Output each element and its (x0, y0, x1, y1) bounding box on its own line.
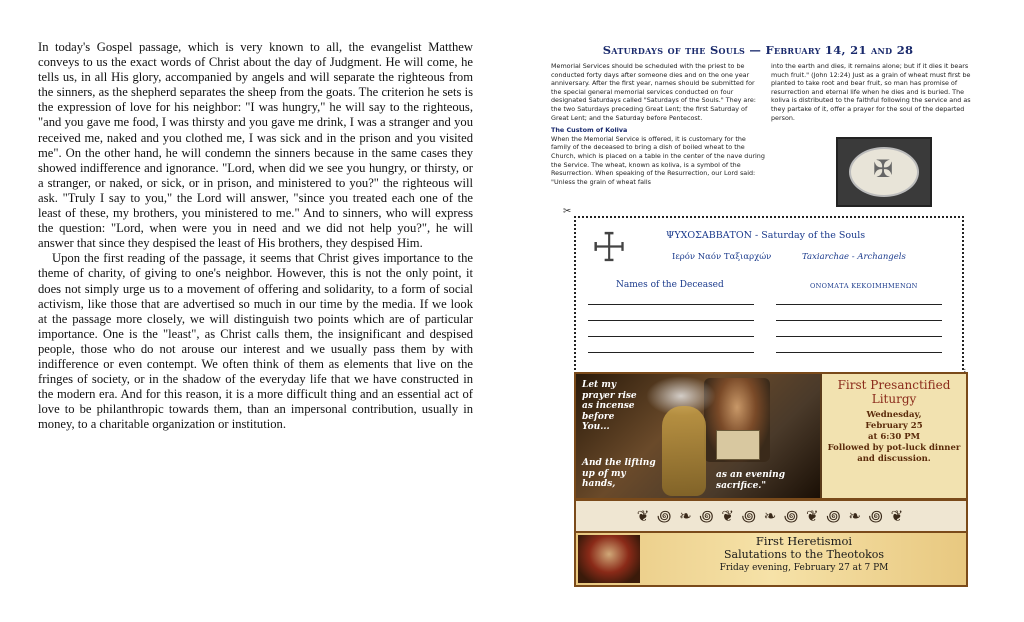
heretismoi-subtitle: Salutations to the Theotokos (723, 548, 885, 561)
koliva-text: When the Memorial Service is offered, it is customary for the family of the deceased to bring a dish of boiled wheat to the Church, which is placed on a table in the center of the nave during the Service. The wheat, known as koliva, is a symbol of the Resurrection. When speaking of the Resurrection, our Lord said: "Unless the grain of wheat falls (551, 134, 765, 186)
names-heading-greek: ΟΝΟΜΑΤΑ ΚΕΚΟΙΜΗΜΕΝΩΝ (810, 282, 918, 290)
decorative-border: ❦ ꩜ ❧ ꩜ ❦ ꩜ ❧ ꩜ ❦ ꩜ ❧ ꩜ ❦ (574, 499, 968, 533)
souls-column-left (551, 62, 766, 186)
paragraph-2: Upon the first reading of the passage, it seems that Christ gives importance to the theme of charity, of giving to one's neighbor. However, this is not the only point, it does not simply urge us to a movement of offering and solidarity, to a form of social activism, like those that are advertised so much in our time by the media. If we look at the passage more closely, we will distinguish two points which are of particular importance. One is the "least", as Christ calls them, the insignificant and despised people, those who do not arouse our interest and we usually pass them by with indifference or even contempt. We often think of them as elements that live on the fringes of society, or in the shadow of the everyday life that we have constructed in the modern era. And for this reason, it is a more difficult thing and an essential act of love to be philanthropic towards them, than an impersonal contribution, usually in money, to a charitable organization or institution. (38, 251, 473, 432)
name-line[interactable] (776, 304, 942, 305)
liturgy-time: at 6:30 PM (867, 432, 921, 442)
quote-part-1: Let my prayer rise as incense before You... (582, 380, 637, 432)
liturgy-follow: Followed by pot-luck dinner and discussion. (827, 443, 961, 464)
cross-icon: ✠ (873, 157, 894, 183)
censer-icon-photo (576, 374, 820, 498)
quote-part-2: And the lifting up of my hands, (582, 458, 656, 489)
name-line[interactable] (588, 304, 754, 305)
name-line[interactable] (776, 320, 942, 321)
temple-name-english: Taxiarchae - Archangels (802, 252, 906, 262)
temple-name-greek: Ιερόν Ναόν Ταξιαρχών (672, 252, 772, 262)
presanctified-liturgy-banner (574, 372, 968, 500)
names-heading-english: Names of the Deceased (616, 280, 724, 290)
censer-icon (662, 406, 706, 496)
koliva-heading: The Custom of Koliva (551, 126, 628, 135)
koliva-dish-image (836, 137, 932, 207)
ornate-cross-icon: ☩ (591, 225, 627, 270)
memorial-text: Memorial Services should be scheduled with the priest to be conducted forty days after someone dies and on the one year anniversary. After the first year, names should be submitted for the special general memorial services conducted on four designated Saturdays called "Saturdays of the Souls." They are: the two Saturdays preceding Great Lent; the first Saturday of Great Lent; and the Saturday before Pentecost. (551, 62, 756, 122)
theotokos-icon (578, 535, 640, 583)
liturgy-title: First Presanctified Liturgy (837, 378, 951, 406)
souls-column-right: into the earth and dies, it remains alone; but if it dies it bears much fruit." (John 12:24) Just as a grain of wheat must first be planted to take root and bear fruit, so man has promise of resurrection and eternal life when he dies and is buried. The koliva is distributed to the faithful following the service and as they partake of it, offer a prayer for the soul of the departed person. (771, 62, 971, 122)
liturgy-day: Wednesday, (866, 410, 922, 420)
heretismoi-text (646, 535, 962, 574)
name-line[interactable] (588, 352, 754, 353)
heretismoi-banner (574, 531, 968, 587)
gospel-commentary (38, 40, 473, 432)
paragraph-1: In today's Gospel passage, which is very known to all, the evangelist Matthew conveys to us the exact words of Christ about the day of Judgment. He will come, he tells us, in all His glory, accompanied by angels and will separate the righteous from the sinners, as the shepherd separates the sheep from the goats. The criterion he sets is the expression of love for his neighbor: "I was hungry," he will say to the righteous, "and you gave me food, I was thirsty and you gave me drink, I was a stranger and you received me, naked and you clothed me, I was sick and in the prison and you visited me". On the other hand, he will condemn the sinners because in the same cases they showed indifference and ignorance. "Lord, when did we see you hungry, or thirsty, or a stranger, or naked, or sick, or in prison, and ministered to you?" the righteous will ask. "Truly I say to you," the Lord will answer, "since you treated each one of the least of these, my brothers, you ministered to me." And to sinners, who will express the question: "Lord, when were you in need and we did not help you?", he will answer that since they despised the least of His brothers, they despised Him. (38, 40, 473, 251)
scissors-icon: ✂ (563, 206, 572, 217)
souls-heading: Saturdays of the Souls — February 14, 21 and 28 (602, 43, 914, 57)
liturgy-info-panel (822, 374, 966, 498)
name-line[interactable] (776, 336, 942, 337)
name-line[interactable] (776, 352, 942, 353)
form-title: ΨΥΧΟΣΑΒΒΑΤΟΝ - Saturday of the Souls (666, 230, 866, 241)
name-line[interactable] (588, 336, 754, 337)
liturgy-date: February 25 (865, 421, 923, 431)
heretismoi-when: Friday evening, February 27 at 7 PM (719, 563, 889, 573)
quote-part-3: as an evening sacrifice." (716, 470, 786, 491)
heretismoi-title: First Heretismoi (755, 534, 853, 548)
liturgy-details (822, 410, 966, 465)
gospel-book (716, 430, 760, 460)
name-line[interactable] (588, 320, 754, 321)
koliva-dish (849, 147, 919, 197)
memorial-names-form (574, 216, 964, 374)
